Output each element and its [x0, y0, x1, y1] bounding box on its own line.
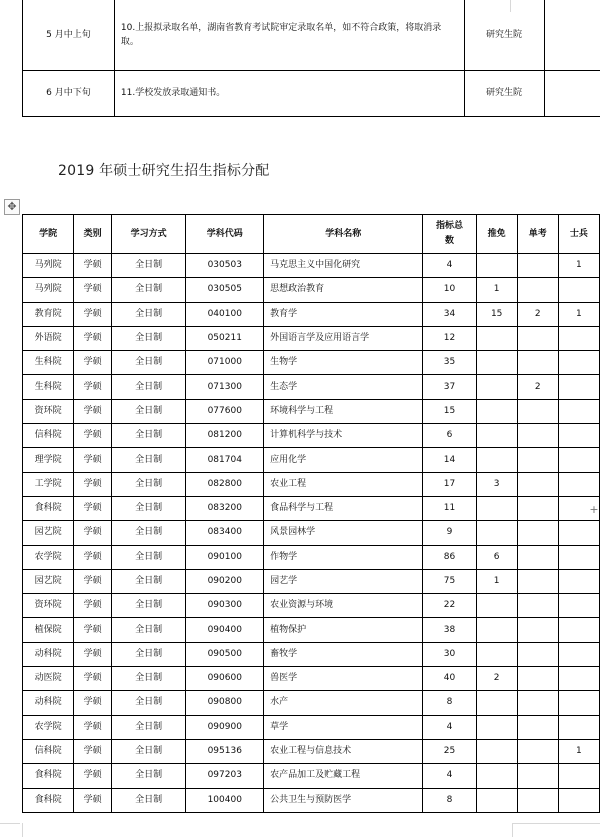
- cell-subject-name: 植物保护: [264, 618, 423, 642]
- cell-soldier: [558, 788, 599, 812]
- cell-subject-code: 071300: [186, 375, 264, 399]
- cell-soldier: [558, 715, 599, 739]
- cell-subject-name: 食品科学与工程: [264, 496, 423, 520]
- cell-recommended: 1: [476, 278, 517, 302]
- cell-college: 农学院: [23, 715, 74, 739]
- table-row: [23, 691, 600, 715]
- cell-total-quota: 86: [423, 545, 476, 569]
- cell-study-mode: 全日制: [111, 472, 186, 496]
- cell-study-mode: 全日制: [111, 448, 186, 472]
- cell-single-exam: [517, 496, 558, 520]
- cell-subject-code: 071000: [186, 351, 264, 375]
- cell-college: 动医院: [23, 667, 74, 691]
- header-total-quota: 指标总数: [423, 215, 476, 254]
- schedule-item: 10.上报拟录取名单，湖南省教育考试院审定录取名单，如不符合政策，将取消录取。: [114, 0, 464, 70]
- cell-subject-name: 马克思主义中国化研究: [264, 254, 423, 278]
- cell-college: 生科院: [23, 375, 74, 399]
- cell-recommended: 1: [476, 569, 517, 593]
- table-row: [23, 569, 600, 593]
- cell-single-exam: [517, 618, 558, 642]
- schedule-blank: [544, 0, 600, 70]
- cell-category: 学硕: [74, 448, 112, 472]
- cell-soldier: [558, 472, 599, 496]
- cell-recommended: [476, 618, 517, 642]
- table-row: [23, 472, 600, 496]
- cell-subject-name: 农业资源与环境: [264, 594, 423, 618]
- cell-single-exam: [517, 424, 558, 448]
- table-row: [23, 254, 600, 278]
- schedule-time: 6 月中下旬: [23, 70, 115, 116]
- cell-college: 信科院: [23, 424, 74, 448]
- table-header-row: [23, 215, 600, 254]
- cell-subject-name: 生物学: [264, 351, 423, 375]
- cell-study-mode: 全日制: [111, 326, 186, 350]
- cell-single-exam: [517, 594, 558, 618]
- cell-category: 学硕: [74, 594, 112, 618]
- cell-study-mode: 全日制: [111, 424, 186, 448]
- header-study-mode: 学习方式: [111, 215, 186, 254]
- header-subject-code: 学科代码: [186, 215, 264, 254]
- cell-college: 资环院: [23, 594, 74, 618]
- cell-soldier: [558, 642, 599, 666]
- table-row: [23, 375, 600, 399]
- cell-subject-code: 030505: [186, 278, 264, 302]
- cell-soldier: 1: [558, 254, 599, 278]
- table-row: [23, 399, 600, 423]
- cell-category: 学硕: [74, 545, 112, 569]
- cell-soldier: [558, 278, 599, 302]
- cell-subject-name: 草学: [264, 715, 423, 739]
- cell-soldier: [558, 399, 599, 423]
- cell-soldier: [558, 351, 599, 375]
- cell-study-mode: 全日制: [111, 788, 186, 812]
- cell-recommended: [476, 448, 517, 472]
- quota-table: [22, 214, 600, 813]
- cell-recommended: 3: [476, 472, 517, 496]
- cell-recommended: [476, 424, 517, 448]
- cell-recommended: [476, 594, 517, 618]
- cell-college: 食科院: [23, 496, 74, 520]
- cell-subject-name: 应用化学: [264, 448, 423, 472]
- cell-total-quota: 8: [423, 788, 476, 812]
- cell-single-exam: [517, 642, 558, 666]
- cell-study-mode: 全日制: [111, 254, 186, 278]
- cell-single-exam: 2: [517, 375, 558, 399]
- cell-category: 学硕: [74, 375, 112, 399]
- cell-total-quota: 8: [423, 691, 476, 715]
- cell-single-exam: [517, 521, 558, 545]
- cell-college: 马列院: [23, 278, 74, 302]
- cell-subject-code: 090500: [186, 642, 264, 666]
- cell-study-mode: 全日制: [111, 278, 186, 302]
- cell-study-mode: 全日制: [111, 715, 186, 739]
- cell-subject-name: 外国语言学及应用语言学: [264, 326, 423, 350]
- cell-study-mode: 全日制: [111, 496, 186, 520]
- cell-subject-code: 090200: [186, 569, 264, 593]
- cell-recommended: [476, 326, 517, 350]
- cell-subject-name: 风景园林学: [264, 521, 423, 545]
- table-row: [23, 739, 600, 763]
- cell-single-exam: [517, 764, 558, 788]
- cell-total-quota: 35: [423, 351, 476, 375]
- cell-subject-name: 计算机科学与技术: [264, 424, 423, 448]
- cell-total-quota: 10: [423, 278, 476, 302]
- table-row: [23, 326, 600, 350]
- cell-category: 学硕: [74, 278, 112, 302]
- cell-college: 园艺院: [23, 569, 74, 593]
- cell-total-quota: 15: [423, 399, 476, 423]
- cell-category: 学硕: [74, 496, 112, 520]
- margin-guide: [512, 823, 513, 837]
- schedule-dept: 研究生院: [464, 70, 544, 116]
- cell-study-mode: 全日制: [111, 594, 186, 618]
- cell-subject-code: 077600: [186, 399, 264, 423]
- cell-total-quota: 12: [423, 326, 476, 350]
- table-row: [23, 667, 600, 691]
- cell-soldier: 1: [558, 302, 599, 326]
- cell-single-exam: [517, 715, 558, 739]
- cell-college: 生科院: [23, 351, 74, 375]
- cell-single-exam: [517, 788, 558, 812]
- cell-study-mode: 全日制: [111, 691, 186, 715]
- cell-category: 学硕: [74, 472, 112, 496]
- table-row: [23, 594, 600, 618]
- cell-category: 学硕: [74, 715, 112, 739]
- cell-total-quota: 11: [423, 496, 476, 520]
- cell-study-mode: 全日制: [111, 569, 186, 593]
- cell-subject-name: 园艺学: [264, 569, 423, 593]
- cell-category: 学硕: [74, 569, 112, 593]
- cell-category: 学硕: [74, 642, 112, 666]
- cell-subject-name: 作物学: [264, 545, 423, 569]
- cell-category: 学硕: [74, 351, 112, 375]
- cell-total-quota: 40: [423, 667, 476, 691]
- cell-study-mode: 全日制: [111, 399, 186, 423]
- cell-subject-name: 畜牧学: [264, 642, 423, 666]
- section-heading: 2019 年硕士研究生招生指标分配: [58, 163, 270, 179]
- cell-college: 外语院: [23, 326, 74, 350]
- cell-subject-code: 090300: [186, 594, 264, 618]
- cell-subject-code: 083400: [186, 521, 264, 545]
- cell-total-quota: 4: [423, 254, 476, 278]
- cell-total-quota: 6: [423, 424, 476, 448]
- cell-total-quota: 30: [423, 642, 476, 666]
- cell-recommended: 6: [476, 545, 517, 569]
- cell-single-exam: [517, 326, 558, 350]
- cell-category: 学硕: [74, 618, 112, 642]
- cell-study-mode: 全日制: [111, 764, 186, 788]
- schedule-blank: [544, 70, 600, 116]
- cell-single-exam: [517, 254, 558, 278]
- cell-subject-name: 农业工程与信息技术: [264, 739, 423, 763]
- cell-college: 食科院: [23, 788, 74, 812]
- schedule-dept: 研究生院: [464, 0, 544, 70]
- cell-college: 工学院: [23, 472, 74, 496]
- cell-single-exam: [517, 545, 558, 569]
- table-row: [23, 764, 600, 788]
- cell-soldier: 1: [558, 739, 599, 763]
- cell-study-mode: 全日制: [111, 618, 186, 642]
- cell-category: 学硕: [74, 399, 112, 423]
- header-single-exam: 单考: [517, 215, 558, 254]
- table-row: [23, 351, 600, 375]
- cell-single-exam: [517, 472, 558, 496]
- cell-subject-code: 100400: [186, 788, 264, 812]
- schedule-time: 5 月中上旬: [23, 0, 115, 70]
- cell-category: 学硕: [74, 424, 112, 448]
- cell-total-quota: 25: [423, 739, 476, 763]
- cell-soldier: [558, 618, 599, 642]
- table-row: [23, 424, 600, 448]
- cell-study-mode: 全日制: [111, 545, 186, 569]
- cell-single-exam: [517, 399, 558, 423]
- cell-subject-name: 生态学: [264, 375, 423, 399]
- table-row: [23, 715, 600, 739]
- add-column-icon[interactable]: +: [589, 503, 599, 516]
- cell-total-quota: 37: [423, 375, 476, 399]
- cell-recommended: [476, 496, 517, 520]
- cell-total-quota: 38: [423, 618, 476, 642]
- cell-subject-code: 083200: [186, 496, 264, 520]
- cell-subject-code: 090900: [186, 715, 264, 739]
- cell-college: 马列院: [23, 254, 74, 278]
- table-row: [23, 642, 600, 666]
- cell-subject-code: 090100: [186, 545, 264, 569]
- header-category: 类别: [74, 215, 112, 254]
- cell-study-mode: 全日制: [111, 667, 186, 691]
- cell-college: 植保院: [23, 618, 74, 642]
- header-recommended: 推免: [476, 215, 517, 254]
- cell-soldier: [558, 424, 599, 448]
- cell-recommended: [476, 764, 517, 788]
- cell-recommended: [476, 399, 517, 423]
- cell-soldier: [558, 594, 599, 618]
- table-row: [23, 618, 600, 642]
- cell-soldier: [558, 764, 599, 788]
- cell-college: 信科院: [23, 739, 74, 763]
- cell-recommended: [476, 254, 517, 278]
- table-row: [23, 521, 600, 545]
- table-row: [23, 278, 600, 302]
- margin-guide: [0, 823, 20, 824]
- cell-single-exam: [517, 739, 558, 763]
- cell-single-exam: [517, 351, 558, 375]
- cell-subject-name: 思想政治教育: [264, 278, 423, 302]
- cell-study-mode: 全日制: [111, 739, 186, 763]
- cell-soldier: [558, 375, 599, 399]
- cell-recommended: [476, 521, 517, 545]
- cell-category: 学硕: [74, 302, 112, 326]
- cell-subject-code: 040100: [186, 302, 264, 326]
- cell-college: 动科院: [23, 642, 74, 666]
- cell-subject-name: 兽医学: [264, 667, 423, 691]
- cell-soldier: [558, 691, 599, 715]
- cell-subject-name: 农产品加工及贮藏工程: [264, 764, 423, 788]
- cell-recommended: 15: [476, 302, 517, 326]
- cell-subject-code: 097203: [186, 764, 264, 788]
- cell-soldier: [558, 326, 599, 350]
- cell-subject-name: 水产: [264, 691, 423, 715]
- cell-total-quota: 34: [423, 302, 476, 326]
- cell-college: 食科院: [23, 764, 74, 788]
- header-subject-name: 学科名称: [264, 215, 423, 254]
- cell-study-mode: 全日制: [111, 351, 186, 375]
- cell-study-mode: 全日制: [111, 642, 186, 666]
- cell-total-quota: 17: [423, 472, 476, 496]
- table-row: [23, 0, 600, 70]
- margin-guide: [22, 823, 23, 837]
- cell-total-quota: 4: [423, 715, 476, 739]
- cell-college: 农学院: [23, 545, 74, 569]
- cell-subject-code: 030503: [186, 254, 264, 278]
- cell-single-exam: [517, 691, 558, 715]
- cell-soldier: [558, 667, 599, 691]
- cell-soldier: [558, 521, 599, 545]
- cell-recommended: [476, 788, 517, 812]
- table-row: [23, 545, 600, 569]
- cell-single-exam: [517, 278, 558, 302]
- cell-subject-code: 090800: [186, 691, 264, 715]
- cell-study-mode: 全日制: [111, 375, 186, 399]
- cell-recommended: [476, 739, 517, 763]
- cell-total-quota: 22: [423, 594, 476, 618]
- cell-subject-code: 090600: [186, 667, 264, 691]
- schedule-item: 11.学校发放录取通知书。: [114, 70, 464, 116]
- cell-single-exam: [517, 448, 558, 472]
- cell-subject-code: 081200: [186, 424, 264, 448]
- cell-college: 动科院: [23, 691, 74, 715]
- cell-subject-name: 农业工程: [264, 472, 423, 496]
- cell-recommended: 2: [476, 667, 517, 691]
- cell-category: 学硕: [74, 691, 112, 715]
- cell-total-quota: 4: [423, 764, 476, 788]
- cell-college: 教育院: [23, 302, 74, 326]
- cell-category: 学硕: [74, 254, 112, 278]
- cell-category: 学硕: [74, 739, 112, 763]
- cell-subject-code: 095136: [186, 739, 264, 763]
- cell-soldier: [558, 569, 599, 593]
- cell-category: 学硕: [74, 326, 112, 350]
- table-row: [23, 788, 600, 812]
- cell-college: 理学院: [23, 448, 74, 472]
- cell-soldier: [558, 545, 599, 569]
- cell-recommended: [476, 642, 517, 666]
- cell-total-quota: 75: [423, 569, 476, 593]
- header-soldier: 士兵: [558, 215, 599, 254]
- cell-category: 学硕: [74, 521, 112, 545]
- cell-subject-code: 081704: [186, 448, 264, 472]
- cell-study-mode: 全日制: [111, 302, 186, 326]
- cell-subject-code: 082800: [186, 472, 264, 496]
- table-row: [23, 448, 600, 472]
- cell-single-exam: [517, 667, 558, 691]
- cell-recommended: [476, 715, 517, 739]
- cell-subject-code: 090400: [186, 618, 264, 642]
- margin-guide: [512, 823, 600, 824]
- cell-subject-code: 050211: [186, 326, 264, 350]
- cell-category: 学硕: [74, 788, 112, 812]
- cell-recommended: [476, 691, 517, 715]
- cell-category: 学硕: [74, 764, 112, 788]
- header-college: 学院: [23, 215, 74, 254]
- cell-college: 资环院: [23, 399, 74, 423]
- cell-recommended: [476, 351, 517, 375]
- table-row: [23, 70, 600, 116]
- table-row: [23, 496, 600, 520]
- cell-recommended: [476, 375, 517, 399]
- table-row: [23, 302, 600, 326]
- cell-college: 园艺院: [23, 521, 74, 545]
- cell-study-mode: 全日制: [111, 521, 186, 545]
- cell-single-exam: [517, 569, 558, 593]
- cell-total-quota: 14: [423, 448, 476, 472]
- cell-subject-name: 教育学: [264, 302, 423, 326]
- cell-soldier: [558, 448, 599, 472]
- schedule-table: [22, 0, 600, 117]
- cell-subject-name: 环境科学与工程: [264, 399, 423, 423]
- cell-single-exam: 2: [517, 302, 558, 326]
- cell-subject-name: 公共卫生与预防医学: [264, 788, 423, 812]
- cell-category: 学硕: [74, 667, 112, 691]
- cell-total-quota: 9: [423, 521, 476, 545]
- table-move-handle-icon[interactable]: ✥: [4, 199, 20, 215]
